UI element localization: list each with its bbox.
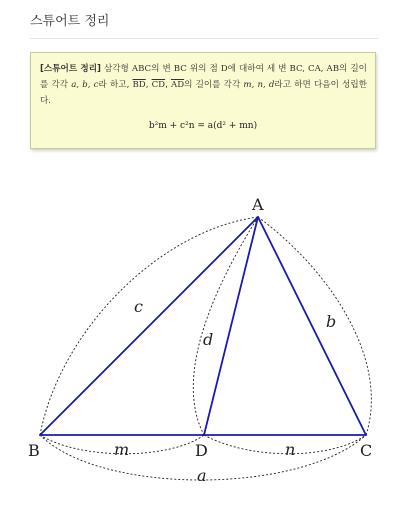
length-list: a, b, c	[71, 80, 99, 90]
text: 라고 하면 다음이 성립한다.	[40, 80, 367, 106]
stewart-formula: b²m + c²n = a(d² + mn)	[148, 121, 258, 131]
text: ,	[165, 80, 171, 90]
segment-ad-line	[204, 217, 258, 435]
side-name: BC	[173, 64, 187, 74]
point-b-label: B	[28, 441, 40, 460]
triangle-name: ABC	[131, 64, 152, 74]
title-divider	[30, 38, 378, 39]
text: 의 길이를 각각	[184, 80, 244, 90]
text: 위의 점	[186, 64, 221, 74]
text: 라 하고,	[98, 80, 133, 90]
theorem-box	[30, 52, 376, 149]
segment-cd: $\overline{CD}$	[151, 80, 166, 90]
text: 의 길이를 각각	[40, 64, 367, 90]
segment-ac	[258, 217, 366, 435]
text: 삼각형	[100, 64, 132, 74]
length-a-label: a	[197, 466, 207, 485]
point-d-label: D	[195, 441, 208, 460]
point-a-label: A	[252, 195, 264, 214]
point-name: D	[220, 64, 228, 74]
text: 의 변	[151, 64, 174, 74]
length-c-label: c	[134, 297, 143, 316]
triangle-figure	[0, 160, 410, 512]
segment-ab	[40, 217, 258, 435]
length-b-label: b	[326, 312, 337, 331]
segment-ad: $\overline{AD}$	[170, 80, 185, 90]
page-title: 스튜어트 정리	[30, 14, 110, 29]
length-d-label: d	[203, 330, 214, 349]
length-n-label: n	[285, 440, 296, 459]
length-m-label: m	[114, 440, 130, 459]
point-c-label: C	[360, 441, 373, 460]
segment-bd: $\overline{BD}$	[132, 80, 146, 90]
length-list-2: m, n, d	[243, 80, 275, 90]
theorem-label: [스튜어트 정리]	[40, 64, 101, 74]
theorem-statement	[40, 61, 367, 109]
text: ,	[145, 80, 152, 90]
text: 에 대하여 세 변	[227, 64, 290, 74]
side-list: BC, CA, AB	[289, 64, 340, 74]
